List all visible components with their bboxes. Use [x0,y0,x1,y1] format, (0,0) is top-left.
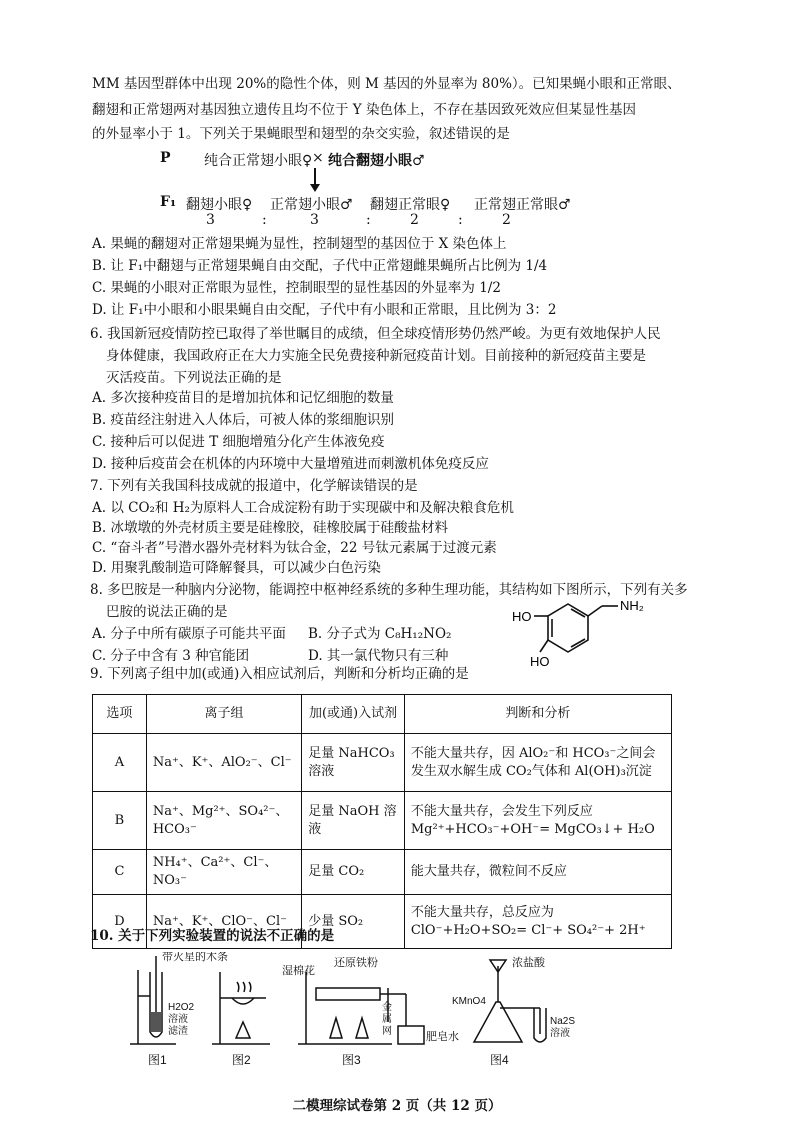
q8-stem-line-2: 巴胺的说法正确的是 [106,604,228,620]
solution-label: 溶液 [550,1028,570,1039]
q7-option-a: A. 以 CO₂和 H₂为原料人工合成淀粉有助于实现碳中和及解决粮食危机 [92,500,514,516]
row-option: B [93,792,147,850]
q5-option-a: A. 果蝇的翻翅对正常翅果蝇为显性，控制翅型的基因位于 X 染色体上 [92,236,507,252]
q6-option-d: D. 接种后疫苗会在机体的内环境中大量增殖进而刺激机体免疫反应 [92,456,489,472]
q6-option-a: A. 多次接种疫苗目的是增加抗体和记忆细胞的数量 [92,390,394,406]
q6-stem-line-1: 6. 我国新冠疫情防控已取得了举世瞩目的成绩，但全球疫情形势仍然严峻。为更有效地保护人民 [90,326,661,342]
q8-option-a: A. 分子中所有碳原子可能共平面 [92,626,286,642]
q7-option-d: D. 用聚乳酸制造可降解餐具，可以减少白色污染 [92,560,381,576]
iron-powder-label: 还原铁粉 [334,957,378,969]
row-analysis [404,895,671,949]
cross-times: × [312,150,324,166]
row-ions: NH₄⁺、Ca²⁺、Cl⁻、NO₃⁻ [146,850,301,895]
f1-item: 正常翅正常眼♂ [474,197,571,213]
ratio-colon: : [366,212,371,228]
q10-stem: 10. 关于下列实验装置的说法不正确的是 [90,928,335,944]
gauze-label: 属 [382,1014,392,1025]
row-reagent: 足量 CO₂ [302,850,405,895]
na2s-label: Na2S [550,1016,576,1027]
f1-label: F₁ [160,194,177,210]
row-ions: Na⁺、Mg²⁺、SO₄²⁻、HCO₃⁻ [146,792,301,850]
splint-label: 带火星的木条 [162,952,228,963]
q9-stem: 9. 下列离子组中加(或通)入相应试剂后，判断和分析均正确的是 [90,666,469,682]
header-reagent: 加(或通)入试剂 [302,695,405,734]
h2o2-label: H2O2 [168,1002,195,1013]
analysis-line: 不能大量共存，会发生下列反应 [410,803,593,819]
figure-label: 图2 [232,1053,251,1067]
row-analysis [404,792,671,850]
ratio-colon: : [458,212,463,228]
gauze-label: 网 [382,1026,392,1037]
figure-label: 图4 [490,1053,509,1067]
q5-option-d: D. 让 F₁中小眼和小眼果蝇自由交配，子代中有小眼和正常眼，且比例为 3：2 [92,302,557,318]
cross-arrow-head [310,184,320,192]
mol-nh2-label: NH₂ [620,598,644,613]
intro-line-1: MM 基因型群体中出现 20%的隐性个体，则 M 基因的外显率为 80%）。已知果蝇小眼和正常眼、 [92,76,681,92]
q6-stem-line-2: 身体健康，我国政府正在大力实施全民免费接种新冠疫苗计划。目前接种的新冠疫苗主要是 [106,348,646,364]
row-option: A [93,734,147,792]
p-male: 纯合翻翅小眼♂ [328,153,425,169]
figure-label: 图3 [342,1053,361,1067]
solution-label: 溶液 [168,1014,188,1025]
figure-2-evaporation [212,972,270,1044]
gauze-label: 金 [382,1002,392,1013]
ratio-colon: : [262,212,267,228]
dregs-label: 滤渣 [168,1026,188,1037]
row-reagent: 足量 NaHCO₃溶液 [302,734,405,792]
ratio: 3 [206,212,215,228]
wet-cotton-label: 湿棉花 [282,965,315,977]
row-option: D [93,895,147,949]
mol-ho-label: HO [530,654,550,669]
f1-item: 翻翅正常眼♀ [370,197,451,213]
dopamine-structure [508,588,648,678]
q8-option-c: C. 分子中含有 3 种官能团 [92,648,250,664]
q8-stem-line-1: 8. 多巴胺是一种脑内分泌物，能调控中枢神经系统的多种生理功能，其结构如下图所示，下列有关多 [90,582,688,598]
q6-stem-line-3: 灭活疫苗。下列说法正确的是 [106,370,282,386]
q5-option-c: C. 果蝇的小眼对正常眼为显性，控制眼型的显性基因的外显率为 1/2 [92,280,501,296]
analysis-line: 能大量共存，微粒间不反应 [410,864,567,879]
q7-stem: 7. 下列有关我国科技成就的报道中，化学解读错误的是 [90,478,418,494]
header-ions: 离子组 [146,695,301,734]
table-row [93,850,672,895]
kmno4-label: KMnO4 [452,996,486,1007]
figure-label: 图1 [148,1053,167,1067]
row-ions: Na⁺、K⁺、AlO₂⁻、Cl⁻ [146,734,301,792]
q8-option-d: D. 其一氯代物只有三种 [308,648,449,664]
table-row [93,792,672,850]
row-reagent: 少量 SO₂ [302,895,405,949]
intro-line-2: 翻翅和正常翅两对基因独立遗传且均不位于 Y 染色体上，不存在基因致死效应但某显性基因 [92,102,636,118]
analysis-line: Mg²⁺+HCO₃⁻+OH⁻= MgCO₃↓+ H₂O [410,821,655,837]
p-female: 纯合正常翅小眼♀ [204,153,313,169]
q7-option-b: B. 冰墩墩的外壳材质主要是硅橡胶，硅橡胶属于硅酸盐材料 [92,520,449,536]
analysis-line: 发生双水解生成 CO₂气体和 Al(OH)₃沉淀 [410,763,652,779]
figure-3-iron-steam [298,972,424,1044]
q7-option-c: C. “奋斗者”号潜水器外壳材料为钛合金，22 号钛元素属于过渡元素 [92,540,497,556]
row-reagent: 足量 NaOH 溶液 [302,792,405,850]
q6-option-c: C. 接种后可以促进 T 细胞增殖分化产生体液免疫 [92,434,385,450]
soap-water-label: 肥皂水 [426,1031,459,1043]
f1-item: 正常翅小眼♂ [270,197,353,213]
header-analysis: 判断和分析 [404,695,671,734]
ratio: 2 [410,212,419,228]
page-footer: 二模理综试卷第 2 页（共 12 页） [292,1098,502,1114]
hcl-label: 浓盐酸 [512,957,545,969]
analysis-line: 不能大量共存，总反应为 [410,904,554,920]
ratio: 3 [310,212,319,228]
row-option: C [93,850,147,895]
mol-ho-label: HO [512,609,532,624]
table-header-row [93,695,672,734]
row-ions: Na⁺、K⁺、ClO⁻、Cl⁻ [146,895,301,949]
row-analysis [404,734,671,792]
table-row [93,734,672,792]
row-analysis [404,850,671,895]
f1-item: 翻翅小眼♀ [186,197,253,213]
q6-option-b: B. 疫苗经注射进入人体后，可被人体的浆细胞识别 [92,412,395,428]
ratio: 2 [502,212,511,228]
q8-option-b: B. 分子式为 C₈H₁₂NO₂ [308,626,452,642]
header-option: 选项 [93,695,147,734]
apparatus-figures [120,952,600,1072]
q5-option-b: B. 让 F₁中翻翅与正常翅果蝇自由交配，子代中正常翅雌果蝇所占比例为 1/4 [92,258,548,274]
intro-line-3: 的外显率小于 1。下列关于果蝇眼型和翅型的杂交实验，叙述错误的是 [92,126,510,142]
analysis-line: ClO⁻+H₂O+SO₂= Cl⁻+ SO₄²⁻+ 2H⁺ [410,922,646,938]
analysis-line: 不能大量共存，因 AlO₂⁻和 HCO₃⁻之间会 [410,745,656,761]
p-label: P [160,150,171,166]
ion-table [92,694,672,949]
